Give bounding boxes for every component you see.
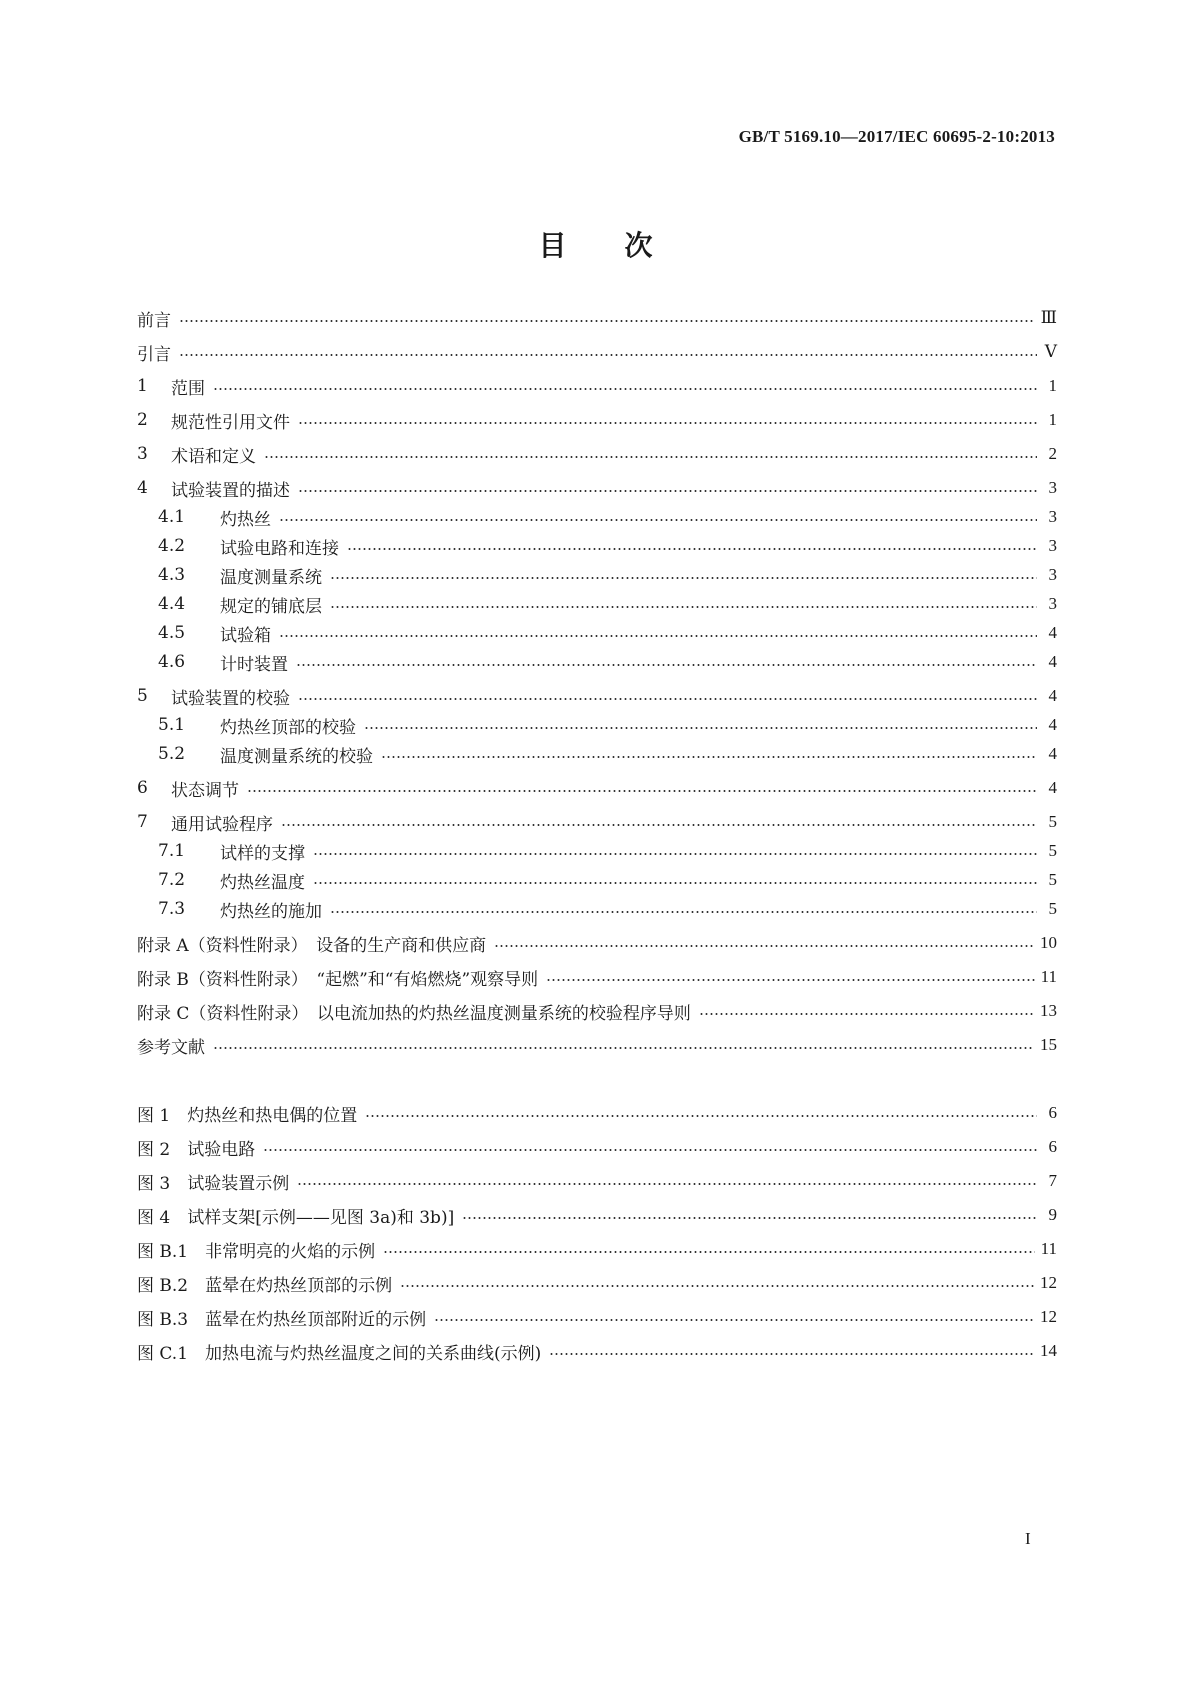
leader-dots bbox=[313, 881, 1037, 885]
toc-entry-number: 6 bbox=[137, 778, 148, 798]
toc-entry-page: 5 bbox=[1048, 899, 1057, 918]
figure-entry-page: 12 bbox=[1040, 1273, 1057, 1292]
toc-entry-page: 4 bbox=[1048, 778, 1057, 797]
leader-dots bbox=[330, 605, 1037, 609]
leader-dots bbox=[279, 518, 1037, 522]
figure-entry[interactable] bbox=[137, 1202, 1057, 1228]
toc-entry-page: 2 bbox=[1048, 444, 1057, 463]
toc-entry-label: 试验装置的校验 bbox=[171, 688, 290, 709]
toc-entry-page: 5 bbox=[1048, 812, 1057, 831]
toc-entry-page: 4 bbox=[1048, 686, 1057, 705]
toc-annex-entry[interactable] bbox=[137, 930, 1057, 956]
figure-entry-label: 图 1 灼热丝和热电偶的位置 bbox=[137, 1105, 358, 1126]
figure-entry-label: 图 B.2 蓝晕在灼热丝顶部的示例 bbox=[137, 1275, 393, 1296]
leader-dots bbox=[400, 1284, 1034, 1288]
title-char-1: 目 bbox=[538, 229, 567, 262]
toc-entry-label: 附录 C（资料性附录） 以电流加热的灼热丝温度测量系统的校验程序导则 bbox=[137, 1003, 691, 1024]
toc-entry-number: 4.2 bbox=[158, 536, 186, 556]
toc-entry-label: 温度测量系统 bbox=[220, 567, 322, 588]
toc-subentry[interactable] bbox=[137, 838, 1057, 864]
standard-code-header: GB/T 5169.10—2017/IEC 60695-2-10:2013 bbox=[738, 127, 1055, 146]
page-number: I bbox=[1025, 1529, 1031, 1548]
toc-entry-page: 4 bbox=[1048, 744, 1057, 763]
toc-entry-label: 灼热丝温度 bbox=[220, 872, 305, 893]
figure-entry-page: 6 bbox=[1048, 1137, 1057, 1156]
toc-entry-number: 5.1 bbox=[158, 715, 186, 735]
toc-entry[interactable] bbox=[137, 775, 1057, 801]
toc-entry-label: 规范性引用文件 bbox=[171, 412, 290, 433]
leader-dots bbox=[281, 823, 1037, 827]
toc-entry-page: 3 bbox=[1048, 478, 1057, 497]
toc-entry-page: 4 bbox=[1048, 623, 1057, 642]
figure-entry-page: 9 bbox=[1048, 1205, 1057, 1224]
leader-dots bbox=[297, 1182, 1037, 1186]
toc-subentry[interactable] bbox=[137, 649, 1057, 675]
toc-entry-page: 13 bbox=[1040, 1001, 1057, 1020]
toc-entry-page: 4 bbox=[1048, 715, 1057, 734]
toc-entry[interactable] bbox=[137, 809, 1057, 835]
toc-entry-label: 灼热丝顶部的校验 bbox=[220, 717, 356, 738]
toc-subentry[interactable] bbox=[137, 741, 1057, 767]
toc-entry-page: Ⅴ bbox=[1044, 342, 1057, 361]
leader-dots bbox=[296, 663, 1037, 667]
toc-entry-label: 规定的铺底层 bbox=[220, 596, 322, 617]
toc-subentry[interactable] bbox=[137, 591, 1057, 617]
toc-entry-label: 灼热丝的施加 bbox=[220, 901, 322, 922]
toc-entry-number: 4.3 bbox=[158, 565, 186, 585]
toc-entry-page: 5 bbox=[1048, 841, 1057, 860]
toc-entry-page: 3 bbox=[1048, 536, 1057, 555]
toc-entry-label: 状态调节 bbox=[171, 780, 239, 801]
leader-dots bbox=[298, 697, 1037, 701]
toc-entry-number: 4.5 bbox=[158, 623, 186, 643]
toc-subentry[interactable] bbox=[137, 867, 1057, 893]
toc-subentry[interactable] bbox=[137, 562, 1057, 588]
figure-entry-page: 14 bbox=[1040, 1341, 1057, 1360]
toc-entry-label: 前言 bbox=[137, 310, 171, 331]
leader-dots bbox=[264, 455, 1037, 459]
toc-entry[interactable] bbox=[137, 305, 1057, 331]
leader-dots bbox=[383, 1250, 1035, 1254]
toc-entry-page: 3 bbox=[1048, 565, 1057, 584]
toc-entry-page: 3 bbox=[1048, 507, 1057, 526]
figure-entry-label: 图 3 试验装置示例 bbox=[137, 1173, 290, 1194]
toc-entry-number: 5 bbox=[137, 686, 148, 706]
toc-annex-entry[interactable] bbox=[137, 998, 1057, 1024]
leader-dots bbox=[549, 1352, 1034, 1356]
toc-entry-label: 灼热丝 bbox=[220, 509, 271, 530]
toc-subentry[interactable] bbox=[137, 712, 1057, 738]
toc-entry[interactable] bbox=[137, 1032, 1057, 1058]
toc-subentry[interactable] bbox=[137, 620, 1057, 646]
toc-entry-label: 参考文献 bbox=[137, 1037, 205, 1058]
toc-entry-number: 4.4 bbox=[158, 594, 186, 614]
leader-dots bbox=[462, 1216, 1037, 1220]
figure-entry-label: 图 4 试样支架[示例——见图 3a)和 3b)] bbox=[137, 1207, 455, 1228]
toc-entry-number: 7.3 bbox=[158, 899, 186, 919]
leader-dots bbox=[546, 978, 1034, 982]
toc-entry[interactable] bbox=[137, 683, 1057, 709]
leader-dots bbox=[179, 319, 1035, 323]
toc-entry-label: 术语和定义 bbox=[171, 446, 256, 467]
leader-dots bbox=[494, 944, 1034, 948]
leader-dots bbox=[263, 1148, 1037, 1152]
figure-entry-label: 图 2 试验电路 bbox=[137, 1139, 256, 1160]
title-char-2: 次 bbox=[624, 229, 653, 262]
toc-entry-page: 1 bbox=[1048, 376, 1057, 395]
figure-entry-label: 图 C.1 加热电流与灼热丝温度之间的关系曲线(示例) bbox=[137, 1343, 542, 1364]
leader-dots bbox=[364, 726, 1037, 730]
toc-entry-number: 1 bbox=[137, 376, 148, 396]
toc-entry-number: 4.6 bbox=[158, 652, 186, 672]
toc-entry-label: 试验电路和连接 bbox=[220, 538, 339, 559]
figure-entry-label: 图 B.1 非常明亮的火焰的示例 bbox=[137, 1241, 376, 1262]
figure-entry-label: 图 B.3 蓝晕在灼热丝顶部附近的示例 bbox=[137, 1309, 427, 1330]
toc-entry-label: 试验装置的描述 bbox=[171, 480, 290, 501]
figure-entry-page: 6 bbox=[1048, 1103, 1057, 1122]
leader-dots bbox=[434, 1318, 1034, 1322]
toc-entry-page: Ⅲ bbox=[1040, 308, 1057, 327]
toc-annex-entry[interactable] bbox=[137, 964, 1057, 990]
toc-entry-number: 7.2 bbox=[158, 870, 186, 890]
figure-entry[interactable] bbox=[137, 1236, 1057, 1262]
leader-dots bbox=[247, 789, 1037, 793]
toc-entry-number: 4 bbox=[137, 478, 148, 498]
toc-entry-number: 7 bbox=[137, 812, 148, 832]
toc-entry[interactable] bbox=[137, 407, 1057, 433]
toc-entry-page: 11 bbox=[1040, 967, 1057, 986]
leader-dots bbox=[365, 1114, 1037, 1118]
figure-entry-page: 12 bbox=[1040, 1307, 1057, 1326]
toc-entry-page: 15 bbox=[1040, 1035, 1057, 1054]
figure-entry-page: 7 bbox=[1048, 1171, 1057, 1190]
leader-dots bbox=[313, 852, 1037, 856]
toc-entry-number: 3 bbox=[137, 444, 148, 464]
leader-dots bbox=[179, 353, 1037, 357]
toc-entry-label: 附录 B（资料性附录） “起燃”和“有焰燃烧”观察导则 bbox=[137, 969, 539, 990]
toc-entry-page: 10 bbox=[1040, 933, 1057, 952]
leader-dots bbox=[298, 489, 1037, 493]
toc-entry-page: 3 bbox=[1048, 594, 1057, 613]
toc-entry-number: 5.2 bbox=[158, 744, 186, 764]
figure-entry[interactable] bbox=[137, 1270, 1057, 1296]
toc-entry-label: 试样的支撑 bbox=[220, 843, 305, 864]
toc-subentry[interactable] bbox=[137, 533, 1057, 559]
figure-entry-page: 11 bbox=[1040, 1239, 1057, 1258]
toc-entry[interactable] bbox=[137, 441, 1057, 467]
toc-entry-label: 试验箱 bbox=[220, 625, 271, 646]
toc-entry-label: 范围 bbox=[171, 378, 205, 399]
page-title bbox=[0, 226, 1191, 266]
toc-entry-page: 4 bbox=[1048, 652, 1057, 671]
leader-dots bbox=[347, 547, 1037, 551]
toc-entry-label: 计时装置 bbox=[220, 654, 288, 675]
leader-dots bbox=[213, 387, 1037, 391]
toc-subentry[interactable] bbox=[137, 504, 1057, 530]
toc-entry-label: 通用试验程序 bbox=[171, 814, 273, 835]
leader-dots bbox=[279, 634, 1037, 638]
leader-dots bbox=[330, 576, 1037, 580]
toc-entry-number: 2 bbox=[137, 410, 148, 430]
leader-dots bbox=[330, 910, 1037, 914]
figure-entry[interactable] bbox=[137, 1304, 1057, 1330]
toc-subentry[interactable] bbox=[137, 896, 1057, 922]
figure-entry[interactable] bbox=[137, 1100, 1057, 1126]
toc-entry-number: 4.1 bbox=[158, 507, 186, 527]
figure-entry[interactable] bbox=[137, 1338, 1057, 1364]
toc-entry-label: 温度测量系统的校验 bbox=[220, 746, 373, 767]
leader-dots bbox=[298, 421, 1037, 425]
toc-entry[interactable] bbox=[137, 373, 1057, 399]
toc-entry-label: 附录 A（资料性附录） 设备的生产商和供应商 bbox=[137, 935, 487, 956]
leader-dots bbox=[213, 1046, 1034, 1050]
toc-entry-page: 5 bbox=[1048, 870, 1057, 889]
toc-entry[interactable] bbox=[137, 339, 1057, 365]
leader-dots bbox=[381, 755, 1037, 759]
leader-dots bbox=[699, 1012, 1034, 1016]
toc-entry-page: 1 bbox=[1048, 410, 1057, 429]
figure-entry[interactable] bbox=[137, 1134, 1057, 1160]
figure-entry[interactable] bbox=[137, 1168, 1057, 1194]
toc-entry-label: 引言 bbox=[137, 344, 171, 365]
toc-entry-number: 7.1 bbox=[158, 841, 186, 861]
toc-entry[interactable] bbox=[137, 475, 1057, 501]
